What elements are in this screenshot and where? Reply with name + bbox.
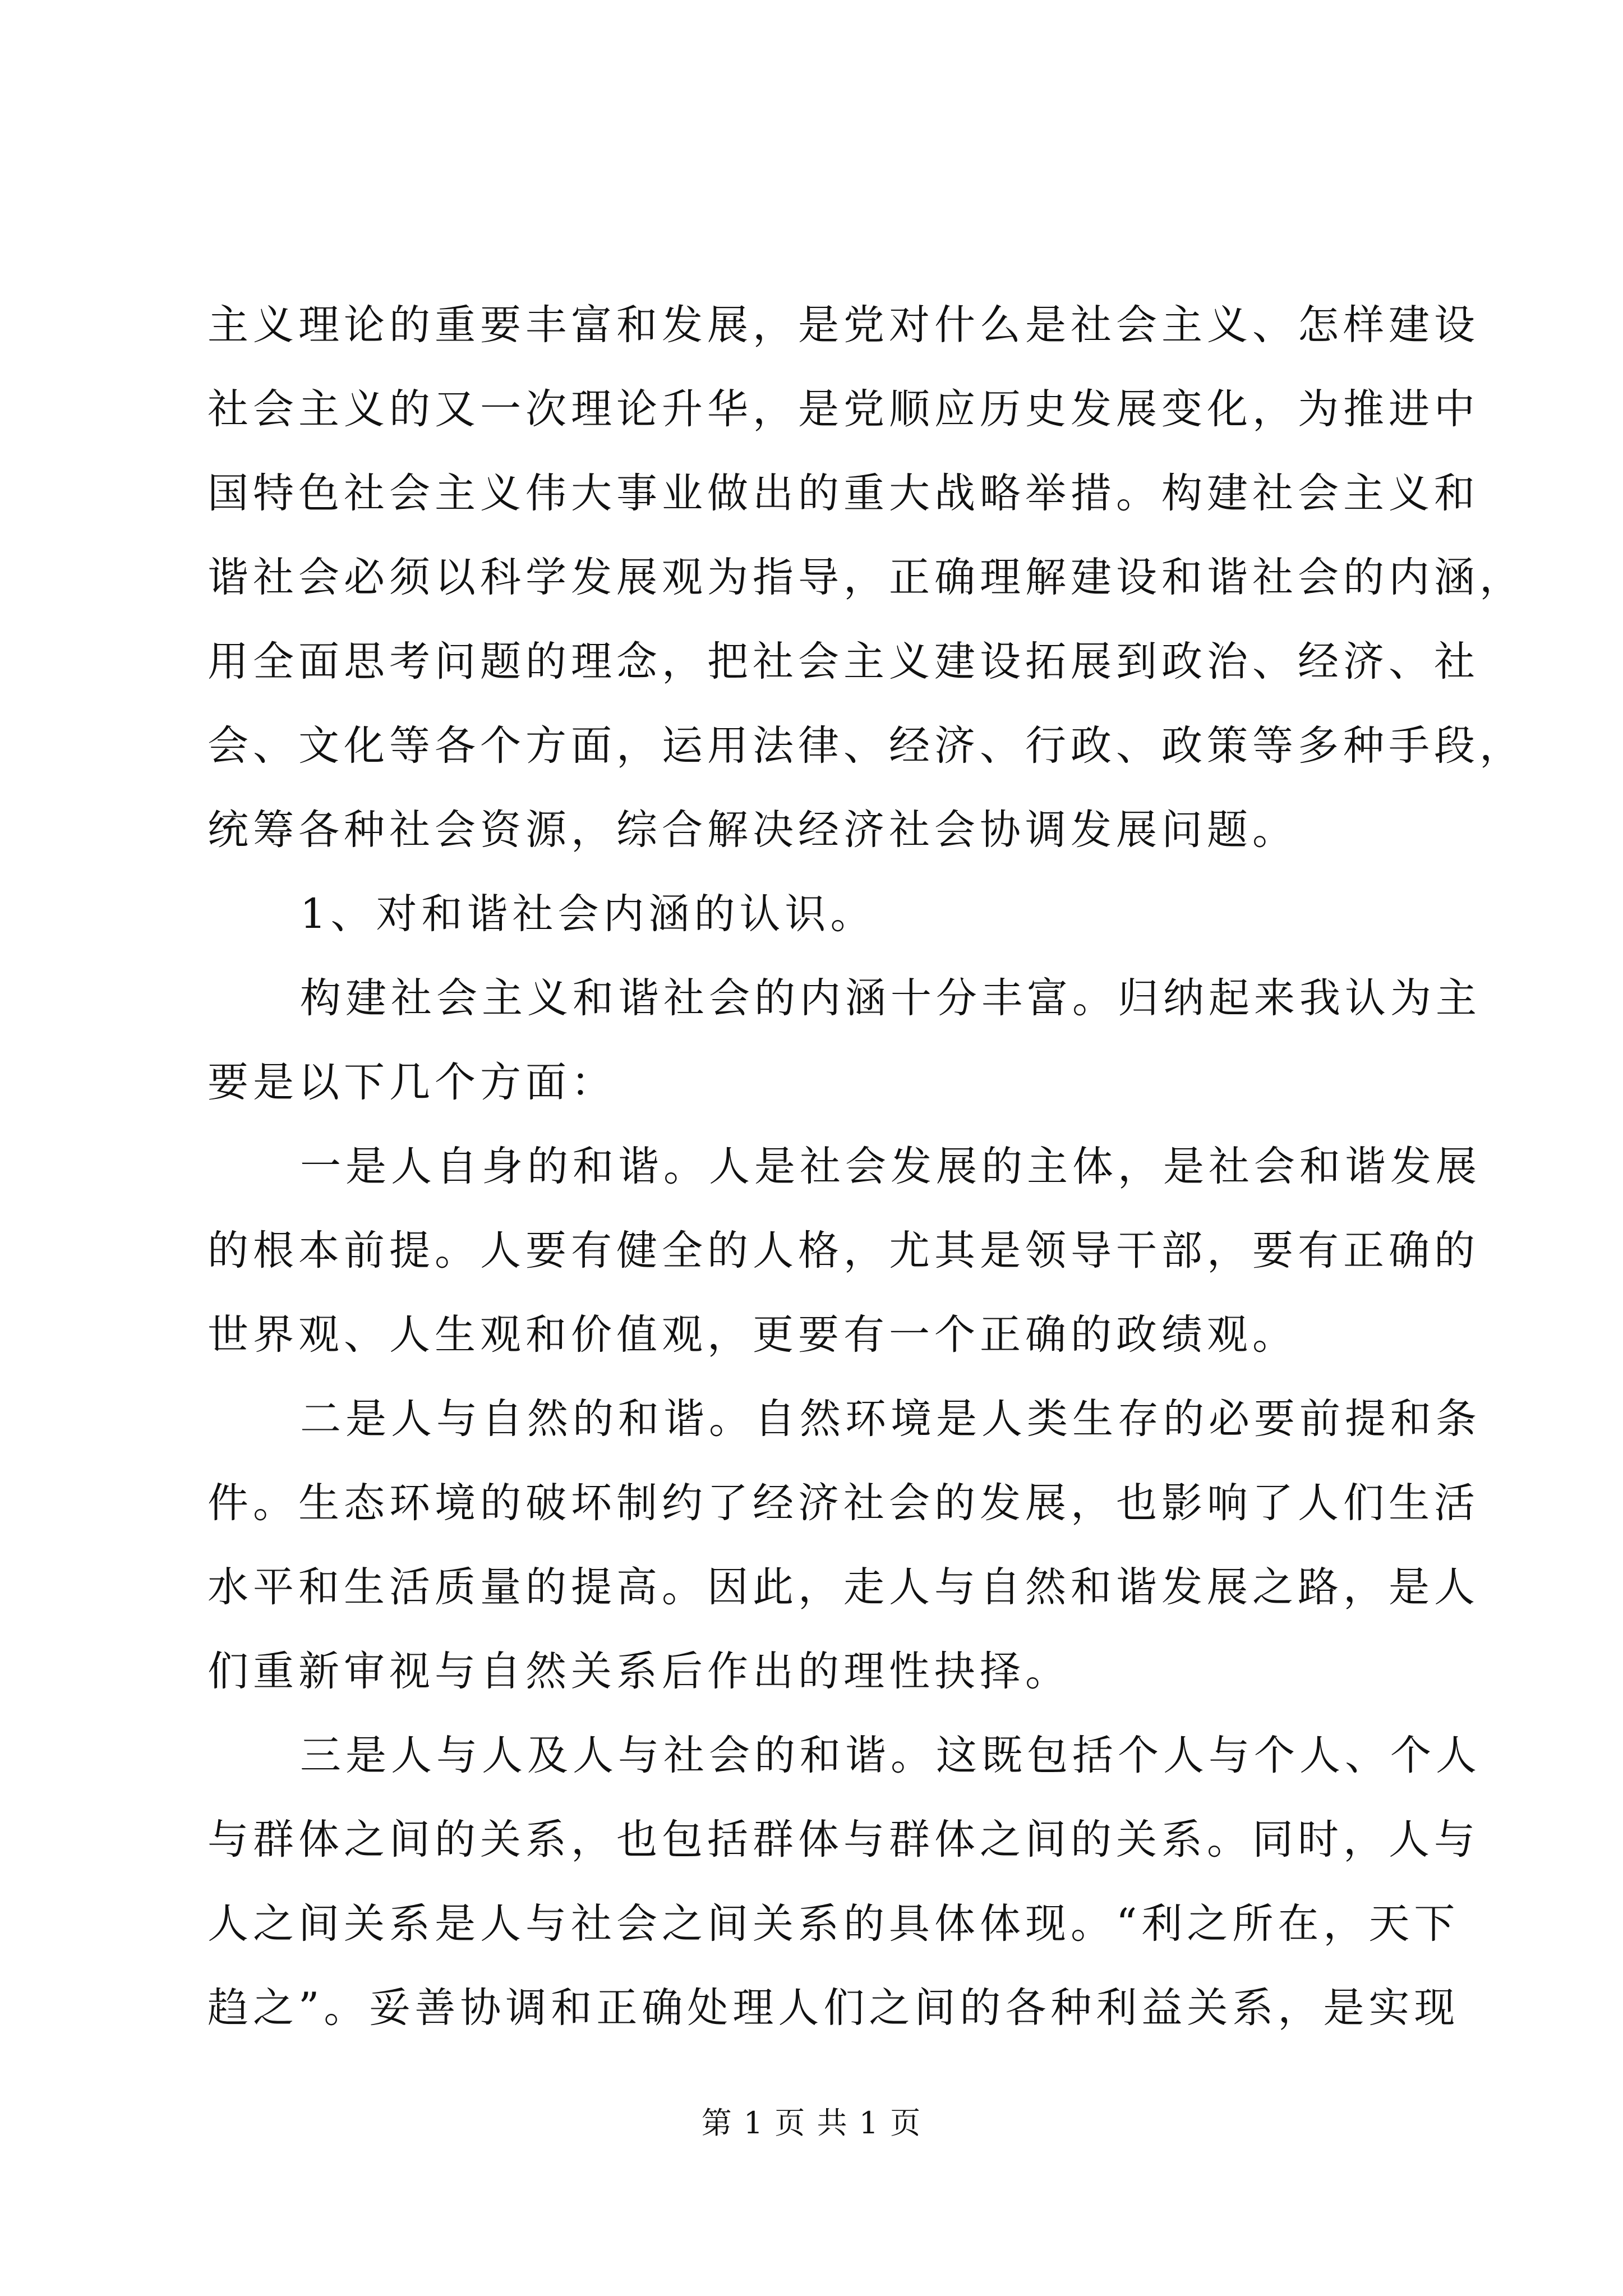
document-page: 主义理论的重要丰富和发展，是党对什么是社会主义、怎样建设 社会主义的又一次理论升华，是党顺应历史发展变化，为推进中 国特色社会主义伟大事业做出的重大战略举措。构建社会主义和 谐社会必须以科学发展观为指导，正确理解建设和谐社会的内涵， 用全面思考问题的理念，把社会主义建设拓展到政治、经济、社 会、文化等各个方面，运用法律、经济、行政、政策等多种手段， 统筹各种社会资源，综合解决经济社会协调发展问题。 1、对和谐社会内涵的认识。 构建社会主义和谐社会的内涵十分丰富。归纳起来我认为主 要是以下几个方面： 一是人自身的和谐。人是社会发展的主体，是社会和谐发展 的根本前提。人要有健全的人格，尤其是领导干部，要有正确的 世界观、人生观和价值观，更要有一个正确的政绩观。 二是人与自然的和谐。自然环境是人类生存的必要前提和条 件。生态环境的破坏制约了经济社会的发展，也影响了人们生活 水平和生活质量的提高。因此，走人与自然和谐发展之路，是人 们重新审视与自然关系后作出的理性抉择。 三是人与人及人与社会的和谐。这既包括个人与个人、个人 与群体之间的关系，也包括群体与群体之间的关系。同时，人与 人之间关系是人与社会之间关系的具体体现。“利之所在，天下 趋之”。妥善协调和正确处理人们之间的各种利益关系，是实现 第 1 页 共 1 页 [0,0,1623,2296]
page-number-footer: 第 1 页 共 1 页 [701,2105,922,2141]
